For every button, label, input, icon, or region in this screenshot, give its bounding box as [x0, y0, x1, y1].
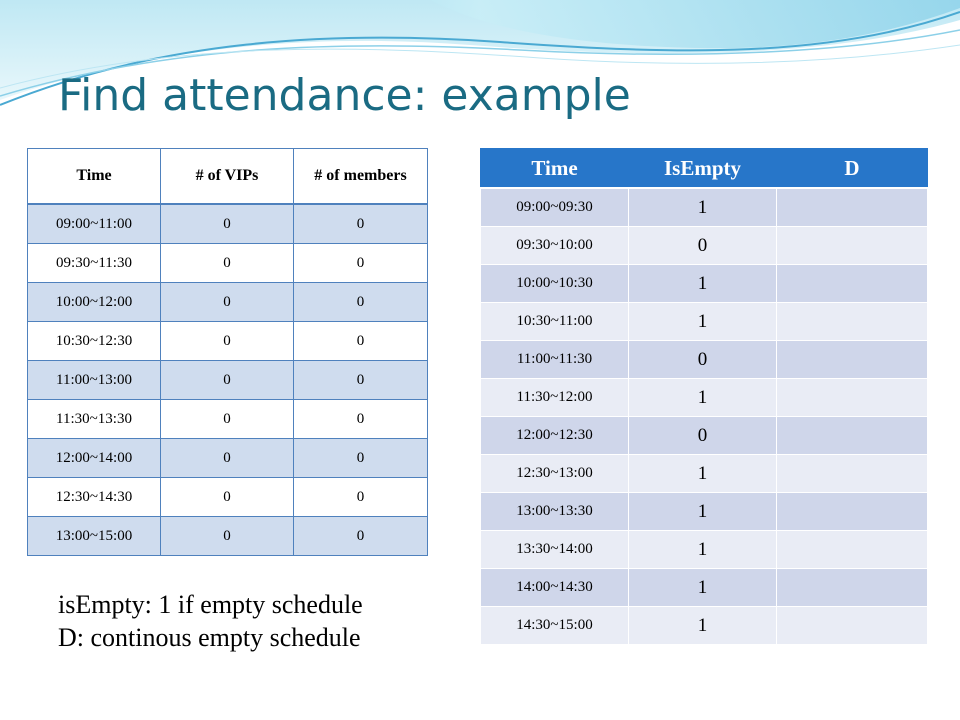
time-cell: 13:00~13:30	[481, 493, 629, 531]
d-cell	[777, 493, 928, 531]
isempty-cell: 1	[629, 379, 777, 417]
table-row	[481, 303, 928, 341]
isempty-cell: 1	[629, 607, 777, 645]
isempty-cell: 1	[629, 188, 777, 227]
empty-schedule-table	[480, 148, 928, 645]
vip-member-count-table	[27, 148, 428, 556]
vip-count-cell: 0	[161, 244, 294, 283]
time-cell: 12:30~13:00	[481, 455, 629, 493]
table-row	[28, 517, 428, 556]
table-header-row	[481, 149, 928, 189]
table-row	[28, 439, 428, 478]
d-cell	[777, 227, 928, 265]
member-count-cell: 0	[294, 361, 428, 400]
note-isempty: isEmpty: 1 if empty schedule	[58, 590, 363, 619]
time-cell: 12:30~14:30	[28, 478, 161, 517]
time-cell: 12:00~12:30	[481, 417, 629, 455]
column-header-vips: # of VIPs	[161, 149, 294, 205]
table-row	[28, 322, 428, 361]
vip-count-cell: 0	[161, 322, 294, 361]
column-header-time: Time	[481, 149, 629, 189]
notes-block	[58, 588, 363, 654]
member-count-cell: 0	[294, 439, 428, 478]
table-row	[28, 244, 428, 283]
isempty-cell: 1	[629, 303, 777, 341]
column-header-members: # of members	[294, 149, 428, 205]
d-cell	[777, 303, 928, 341]
table-row	[481, 569, 928, 607]
isempty-cell: 1	[629, 265, 777, 303]
time-cell: 10:00~10:30	[481, 265, 629, 303]
table-row	[481, 607, 928, 645]
column-header-isempty: IsEmpty	[629, 149, 777, 189]
table-row	[481, 379, 928, 417]
time-cell: 10:30~12:30	[28, 322, 161, 361]
vip-count-cell: 0	[161, 478, 294, 517]
member-count-cell: 0	[294, 322, 428, 361]
table-row	[28, 283, 428, 322]
table-row	[28, 204, 428, 244]
time-cell: 11:30~12:00	[481, 379, 629, 417]
vip-count-cell: 0	[161, 439, 294, 478]
table-row	[481, 493, 928, 531]
member-count-cell: 0	[294, 517, 428, 556]
isempty-cell: 1	[629, 531, 777, 569]
vip-count-cell: 0	[161, 283, 294, 322]
d-cell	[777, 455, 928, 493]
member-count-cell: 0	[294, 400, 428, 439]
note-d: D: continous empty schedule	[58, 623, 361, 652]
time-cell: 10:30~11:00	[481, 303, 629, 341]
member-count-cell: 0	[294, 204, 428, 244]
time-cell: 11:00~13:00	[28, 361, 161, 400]
column-header-d: D	[777, 149, 928, 189]
d-cell	[777, 607, 928, 645]
isempty-cell: 0	[629, 417, 777, 455]
time-cell: 09:00~11:00	[28, 204, 161, 244]
table-header-row	[28, 149, 428, 205]
time-cell: 13:00~15:00	[28, 517, 161, 556]
time-cell: 09:30~10:00	[481, 227, 629, 265]
time-cell: 09:30~11:30	[28, 244, 161, 283]
d-cell	[777, 417, 928, 455]
table-row	[481, 417, 928, 455]
vip-count-cell: 0	[161, 517, 294, 556]
isempty-cell: 0	[629, 227, 777, 265]
time-cell: 11:30~13:30	[28, 400, 161, 439]
table-row	[28, 478, 428, 517]
isempty-cell: 1	[629, 455, 777, 493]
vip-count-cell: 0	[161, 361, 294, 400]
time-cell: 14:00~14:30	[481, 569, 629, 607]
column-header-time: Time	[28, 149, 161, 205]
isempty-cell: 1	[629, 569, 777, 607]
time-cell: 14:30~15:00	[481, 607, 629, 645]
time-cell: 11:00~11:30	[481, 341, 629, 379]
d-cell	[777, 531, 928, 569]
table-row	[481, 265, 928, 303]
table-row	[28, 361, 428, 400]
table-row	[481, 188, 928, 227]
time-cell: 13:30~14:00	[481, 531, 629, 569]
table-row	[481, 531, 928, 569]
d-cell	[777, 265, 928, 303]
table-row	[481, 341, 928, 379]
d-cell	[777, 341, 928, 379]
time-cell: 10:00~12:00	[28, 283, 161, 322]
member-count-cell: 0	[294, 283, 428, 322]
table-row	[481, 455, 928, 493]
isempty-cell: 1	[629, 493, 777, 531]
page-title: Find attendance: example	[58, 70, 631, 121]
d-cell	[777, 569, 928, 607]
table-row	[481, 227, 928, 265]
member-count-cell: 0	[294, 478, 428, 517]
member-count-cell: 0	[294, 244, 428, 283]
d-cell	[777, 379, 928, 417]
vip-count-cell: 0	[161, 400, 294, 439]
isempty-cell: 0	[629, 341, 777, 379]
time-cell: 09:00~09:30	[481, 188, 629, 227]
table-row	[28, 400, 428, 439]
d-cell	[777, 188, 928, 227]
vip-count-cell: 0	[161, 204, 294, 244]
time-cell: 12:00~14:00	[28, 439, 161, 478]
